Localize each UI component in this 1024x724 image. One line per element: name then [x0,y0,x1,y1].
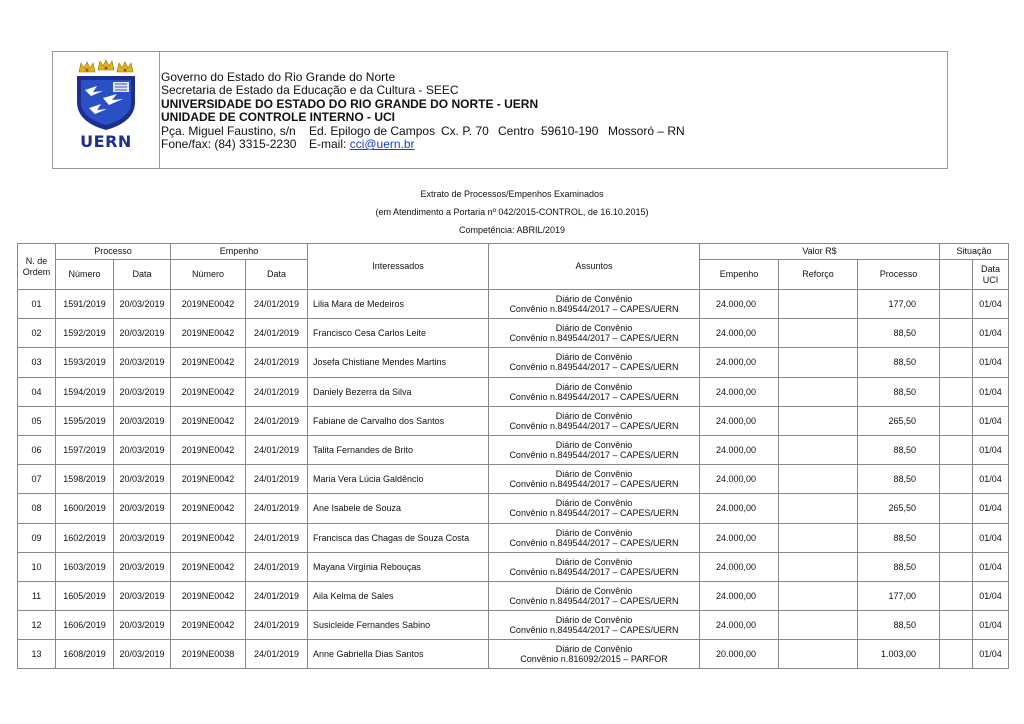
row-emp-data: 24/01/2019 [246,523,308,552]
row-emp-numero: 2019NE0042 [171,319,246,348]
table-body [18,290,1009,669]
row-v-processo: 88,50 [858,348,940,377]
row-interessado: Ane Isabele de Souza [308,494,489,523]
table-row [18,581,1009,610]
row-v-empenho: 24.000,00 [700,319,779,348]
row-proc-data: 20/03/2019 [114,640,171,669]
col-situacao-blank [940,260,973,290]
row-interessado: Daniely Bezerra da Silva [308,377,489,406]
table-row [18,377,1009,406]
addr-box: Cx. P. 70 [441,123,489,138]
row-assunto-line1: Diário de Convênio [555,294,633,305]
unit-line: UNIDADE DE CONTROLE INTERNO - UCI [161,110,395,125]
row-ordem: 10 [18,552,56,581]
row-assunto-line1: Diário de Convênio [555,381,633,392]
row-v-processo: 88,50 [858,435,940,464]
row-assunto [489,494,700,523]
row-assunto-line1: Diário de Convênio [555,585,633,596]
col-v-empenho: Empenho [700,260,779,290]
row-proc-numero: 1594/2019 [56,377,114,406]
row-situacao [940,406,973,435]
row-assunto [489,552,700,581]
addr-building: Ed. Epilogo de Campos [309,123,436,138]
row-data-uci: 01/04 [973,640,1009,669]
row-v-reforco [779,348,858,377]
institution-info [161,71,685,151]
row-v-empenho: 24.000,00 [700,523,779,552]
row-interessado: Fabiane de Carvalho dos Santos [308,406,489,435]
row-emp-data: 24/01/2019 [246,465,308,494]
row-v-processo: 88,50 [858,611,940,640]
row-data-uci: 01/04 [973,494,1009,523]
table-row [18,465,1009,494]
row-assunto-line1: Diário de Convênio [555,527,633,538]
table-row [18,348,1009,377]
row-emp-data: 24/01/2019 [246,406,308,435]
row-emp-data: 24/01/2019 [246,640,308,669]
row-v-empenho: 24.000,00 [700,494,779,523]
table-row [18,523,1009,552]
row-assunto-line1: Diário de Convênio [555,498,633,509]
row-assunto-line2: Convênio n.849544/2017 – CAPES/UERN [509,362,679,373]
row-v-processo: 265,50 [858,406,940,435]
row-data-uci: 01/04 [973,406,1009,435]
row-ordem: 13 [18,640,56,669]
row-v-processo: 88,50 [858,465,940,494]
row-situacao [940,465,973,494]
row-v-reforco [779,523,858,552]
row-assunto-line1: Diário de Convênio [555,440,633,451]
row-assunto-line2: Convênio n.849544/2017 – CAPES/UERN [509,625,679,636]
row-proc-data: 20/03/2019 [114,523,171,552]
address-line [161,125,685,138]
table-row [18,319,1009,348]
report-titles [0,188,1024,242]
row-assunto [489,435,700,464]
row-v-empenho: 24.000,00 [700,581,779,610]
row-emp-numero: 2019NE0038 [171,640,246,669]
row-v-reforco [779,319,858,348]
row-ordem: 05 [18,406,56,435]
row-proc-data: 20/03/2019 [114,435,171,464]
row-emp-data: 24/01/2019 [246,290,308,319]
row-ordem: 06 [18,435,56,464]
row-proc-numero: 1595/2019 [56,406,114,435]
row-emp-numero: 2019NE0042 [171,581,246,610]
col-interessados: Interessados [308,244,489,290]
row-data-uci: 01/04 [973,611,1009,640]
addr-zip: 59610-190 [541,123,599,138]
row-emp-data: 24/01/2019 [246,611,308,640]
row-proc-numero: 1603/2019 [56,552,114,581]
row-ordem: 01 [18,290,56,319]
row-assunto-line2: Convênio n.849544/2017 – CAPES/UERN [509,420,679,431]
row-proc-numero: 1608/2019 [56,640,114,669]
col-assuntos: Assuntos [489,244,700,290]
row-v-processo: 88,50 [858,319,940,348]
row-proc-numero: 1605/2019 [56,581,114,610]
row-emp-numero: 2019NE0042 [171,523,246,552]
uern-logo [53,52,160,168]
row-emp-numero: 2019NE0042 [171,435,246,464]
row-interessado: Aila Kelma de Sales [308,581,489,610]
row-emp-numero: 2019NE0042 [171,552,246,581]
row-ordem: 07 [18,465,56,494]
row-v-empenho: 24.000,00 [700,465,779,494]
row-assunto-line2: Convênio n.849544/2017 – CAPES/UERN [509,479,679,490]
row-assunto-line2: Convênio n.816092/2015 – PARFOR [520,654,668,665]
table-row [18,290,1009,319]
row-v-empenho: 24.000,00 [700,611,779,640]
addr-district: Centro [498,123,535,138]
row-ordem: 12 [18,611,56,640]
row-assunto-line1: Diário de Convênio [555,469,633,480]
row-emp-data: 24/01/2019 [246,494,308,523]
row-ordem: 02 [18,319,56,348]
table-row [18,435,1009,464]
row-assunto [489,581,700,610]
row-data-uci: 01/04 [973,435,1009,464]
row-assunto [489,319,700,348]
row-emp-data: 24/01/2019 [246,552,308,581]
row-v-reforco [779,552,858,581]
report-title: Extrato de Processos/Empenhos Examinados [420,189,604,199]
row-assunto-line2: Convênio n.849544/2017 – CAPES/UERN [509,595,679,606]
row-assunto-line1: Diário de Convênio [555,644,633,655]
row-assunto [489,640,700,669]
row-v-processo: 88,50 [858,552,940,581]
row-data-uci: 01/04 [973,552,1009,581]
row-assunto-line1: Diário de Convênio [555,556,633,567]
row-assunto-line2: Convênio n.849544/2017 – CAPES/UERN [509,391,679,402]
row-v-processo: 1.003,00 [858,640,940,669]
row-assunto [489,406,700,435]
row-proc-data: 20/03/2019 [114,494,171,523]
row-proc-data: 20/03/2019 [114,465,171,494]
row-interessado: Mayana Virgínia Rebouças [308,552,489,581]
row-ordem: 08 [18,494,56,523]
col-valor: Valor R$ [700,244,940,260]
row-emp-numero: 2019NE0042 [171,290,246,319]
addr-city: Mossoró – RN [608,123,685,138]
row-data-uci: 01/04 [973,319,1009,348]
row-situacao [940,552,973,581]
col-proc-numero: Número [56,260,114,290]
uern-crest-icon [63,58,149,132]
logo-text: UERN [80,132,132,151]
university-line: UNIVERSIDADE DO ESTADO DO RIO GRANDE DO NORTE - UERN [161,96,539,111]
row-emp-numero: 2019NE0042 [171,494,246,523]
row-ordem: 03 [18,348,56,377]
row-v-processo: 88,50 [858,377,940,406]
row-assunto-line2: Convênio n.849544/2017 – CAPES/UERN [509,566,679,577]
row-proc-data: 20/03/2019 [114,552,171,581]
row-proc-data: 20/03/2019 [114,348,171,377]
row-proc-numero: 1597/2019 [56,435,114,464]
row-emp-data: 24/01/2019 [246,348,308,377]
row-v-empenho: 24.000,00 [700,406,779,435]
row-situacao [940,290,973,319]
col-v-processo: Processo [858,260,940,290]
table-row [18,611,1009,640]
table-row [18,552,1009,581]
row-interessado: Maria Vera Lúcia Galdêncio [308,465,489,494]
row-assunto-line2: Convênio n.849544/2017 – CAPES/UERN [509,304,679,315]
row-emp-numero: 2019NE0042 [171,348,246,377]
row-assunto [489,611,700,640]
government-line: Governo do Estado do Rio Grande do Norte [161,70,396,84]
row-proc-numero: 1591/2019 [56,290,114,319]
row-assunto-line1: Diário de Convênio [555,352,633,363]
row-v-reforco [779,494,858,523]
row-situacao [940,435,973,464]
row-assunto-line1: Diário de Convênio [555,323,633,334]
row-v-processo: 177,00 [858,290,940,319]
row-proc-numero: 1598/2019 [56,465,114,494]
row-v-processo: 265,50 [858,494,940,523]
col-data-uci: Data UCI [973,260,1009,290]
row-proc-numero: 1606/2019 [56,611,114,640]
row-ordem: 04 [18,377,56,406]
row-data-uci: 01/04 [973,523,1009,552]
row-assunto-line2: Convênio n.849544/2017 – CAPES/UERN [509,333,679,344]
row-emp-data: 24/01/2019 [246,377,308,406]
row-proc-data: 20/03/2019 [114,406,171,435]
row-emp-data: 24/01/2019 [246,581,308,610]
table-row [18,640,1009,669]
row-proc-data: 20/03/2019 [114,377,171,406]
row-emp-numero: 2019NE0042 [171,465,246,494]
row-v-reforco [779,435,858,464]
row-interessado: Talita Fernandes de Brito [308,435,489,464]
col-ordem: N. de Ordem [18,244,56,290]
row-v-reforco [779,581,858,610]
row-situacao [940,319,973,348]
col-empenho: Empenho [171,244,308,260]
row-assunto-line1: Diário de Convênio [555,615,633,626]
row-emp-numero: 2019NE0042 [171,406,246,435]
row-situacao [940,611,973,640]
row-v-reforco [779,406,858,435]
row-situacao [940,640,973,669]
report-period: Competência: ABRIL/2019 [458,225,566,235]
letterhead [52,51,948,169]
row-v-empenho: 24.000,00 [700,348,779,377]
row-emp-numero: 2019NE0042 [171,611,246,640]
row-emp-data: 24/01/2019 [246,435,308,464]
col-emp-numero: Número [171,260,246,290]
row-interessado: Francisco Cesa Carlos Leite [308,319,489,348]
table-row [18,406,1009,435]
row-assunto [489,290,700,319]
email-link[interactable]: cci@uern.br [349,137,415,152]
row-assunto [489,465,700,494]
process-table [17,243,1009,669]
row-situacao [940,581,973,610]
row-proc-numero: 1602/2019 [56,523,114,552]
row-situacao [940,523,973,552]
row-data-uci: 01/04 [973,377,1009,406]
row-v-reforco [779,465,858,494]
row-proc-data: 20/03/2019 [114,611,171,640]
row-proc-data: 20/03/2019 [114,581,171,610]
row-interessado: Lilia Mara de Medeiros [308,290,489,319]
row-assunto-line2: Convênio n.849544/2017 – CAPES/UERN [509,537,679,548]
row-assunto [489,348,700,377]
row-v-reforco [779,290,858,319]
col-emp-data: Data [246,260,308,290]
row-interessado: Francisca das Chagas de Souza Costa [308,523,489,552]
row-v-empenho: 24.000,00 [700,552,779,581]
row-data-uci: 01/04 [973,465,1009,494]
row-ordem: 11 [18,581,56,610]
row-v-empenho: 20.000,00 [700,640,779,669]
table-row [18,494,1009,523]
row-interessado: Josefa Chistiane Mendes Martins [308,348,489,377]
row-v-reforco [779,377,858,406]
row-v-processo: 177,00 [858,581,940,610]
col-v-reforco: Reforço [779,260,858,290]
row-assunto [489,523,700,552]
row-v-reforco [779,611,858,640]
row-v-empenho: 24.000,00 [700,377,779,406]
row-data-uci: 01/04 [973,290,1009,319]
row-assunto-line2: Convênio n.849544/2017 – CAPES/UERN [509,508,679,519]
row-assunto [489,377,700,406]
report-subtitle: (em Atendimento a Portaria nº 042/2015-CONTROL, de 16.10.2015) [375,207,649,217]
row-v-reforco [779,640,858,669]
col-proc-data: Data [114,260,171,290]
row-situacao [940,348,973,377]
phone: Fone/fax: (84) 3315-2230 [161,137,297,152]
email-label: E-mail: [309,137,347,152]
col-processo: Processo [56,244,171,260]
row-v-processo: 88,50 [858,523,940,552]
row-assunto-line1: Diário de Convênio [555,410,633,421]
row-emp-numero: 2019NE0042 [171,377,246,406]
row-interessado: Anne Gabriella Dias Santos [308,640,489,669]
col-situacao: Situação [940,244,1009,260]
row-data-uci: 01/04 [973,581,1009,610]
row-proc-numero: 1593/2019 [56,348,114,377]
row-proc-data: 20/03/2019 [114,290,171,319]
row-proc-numero: 1600/2019 [56,494,114,523]
row-proc-data: 20/03/2019 [114,319,171,348]
row-proc-numero: 1592/2019 [56,319,114,348]
addr-street: Pça. Miguel Faustino, s/n [161,123,296,138]
secretariat-line: Secretaria de Estado da Educação e da Cultura - SEEC [161,83,459,98]
row-interessado: Susicleide Fernandes Sabino [308,611,489,640]
contact-line [161,138,685,151]
row-assunto-line2: Convênio n.849544/2017 – CAPES/UERN [509,450,679,461]
row-v-empenho: 24.000,00 [700,435,779,464]
row-situacao [940,377,973,406]
row-data-uci: 01/04 [973,348,1009,377]
row-ordem: 09 [18,523,56,552]
row-emp-data: 24/01/2019 [246,319,308,348]
row-situacao [940,494,973,523]
row-v-empenho: 24.000,00 [700,290,779,319]
